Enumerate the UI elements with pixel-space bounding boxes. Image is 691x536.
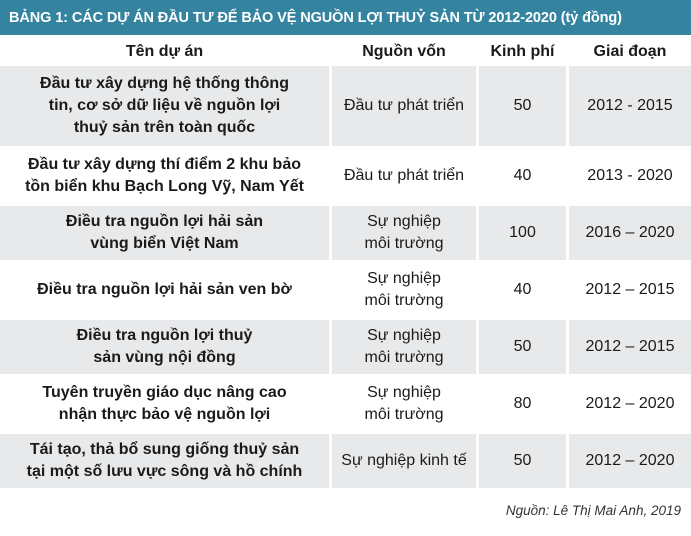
header-cost: Kinh phí: [479, 38, 569, 66]
project-name: Điều tra nguồn lợi thuỷ sản vùng nội đồng: [0, 317, 332, 374]
period-value: 2012 – 2015: [569, 317, 691, 374]
funding-source: Sự nghiệp môi trường: [332, 260, 479, 317]
funding-source: Sự nghiệp môi trường: [332, 203, 479, 260]
table-title: BẢNG 1: CÁC DỰ ÁN ĐẦU TƯ ĐỂ BẢO VỆ NGUỒN LỢI THUỶ SẢN TỪ 2012-2020 (tỷ đồng): [0, 0, 691, 35]
projects-table: [0, 38, 691, 488]
cost-value: 40: [479, 260, 569, 317]
project-name: Đầu tư xây dựng hệ thống thông tin, cơ sở dữ liệu về nguồn lợi thuỷ sản trên toàn quốc: [0, 66, 332, 146]
table-row: [0, 260, 691, 317]
table-row: [0, 431, 691, 488]
project-name: Điều tra nguồn lợi hải sản vùng biển Việt Nam: [0, 203, 332, 260]
project-name: Tái tạo, thả bổ sung giống thuỷ sản tại một số lưu vực sông và hồ chính: [0, 431, 332, 488]
funding-source: Sự nghiệp môi trường: [332, 374, 479, 431]
funding-source: Sự nghiệp môi trường: [332, 317, 479, 374]
project-name: Tuyên truyền giáo dục nâng cao nhận thực bảo vệ nguồn lợi: [0, 374, 332, 431]
cost-value: 80: [479, 374, 569, 431]
table-row: [0, 317, 691, 374]
funding-source: Đầu tư phát triển: [332, 66, 479, 146]
table-row: [0, 66, 691, 146]
header-row: [0, 38, 691, 66]
header-project-name: Tên dự án: [0, 38, 332, 66]
cost-value: 100: [479, 203, 569, 260]
cost-value: 50: [479, 317, 569, 374]
header-funding-source: Nguồn vốn: [332, 38, 479, 66]
period-value: 2013 - 2020: [569, 146, 691, 203]
header-period: Giai đoạn: [593, 43, 667, 60]
cost-value: 50: [479, 431, 569, 488]
period-value: 2012 - 2015: [569, 66, 691, 146]
cost-value: 40: [479, 146, 569, 203]
source-note: Nguồn: Lê Thị Mai Anh, 2019: [505, 503, 681, 518]
period-value: 2012 – 2020: [569, 374, 691, 431]
funding-source: Đầu tư phát triển: [332, 146, 479, 203]
period-value: 2012 – 2015: [569, 260, 691, 317]
funding-source: Sự nghiệp kinh tế: [332, 431, 479, 488]
table-row: [0, 203, 691, 260]
table-row: [0, 146, 691, 203]
table-row: [0, 374, 691, 431]
period-value: 2016 – 2020: [569, 203, 691, 260]
project-name: Điều tra nguồn lợi hải sản ven bờ: [0, 260, 332, 317]
project-name: Đầu tư xây dựng thí điểm 2 khu bảo tồn biển khu Bạch Long Vỹ, Nam Yết: [0, 146, 332, 203]
cost-value: 50: [479, 66, 569, 146]
period-value: 2012 – 2020: [569, 431, 691, 488]
